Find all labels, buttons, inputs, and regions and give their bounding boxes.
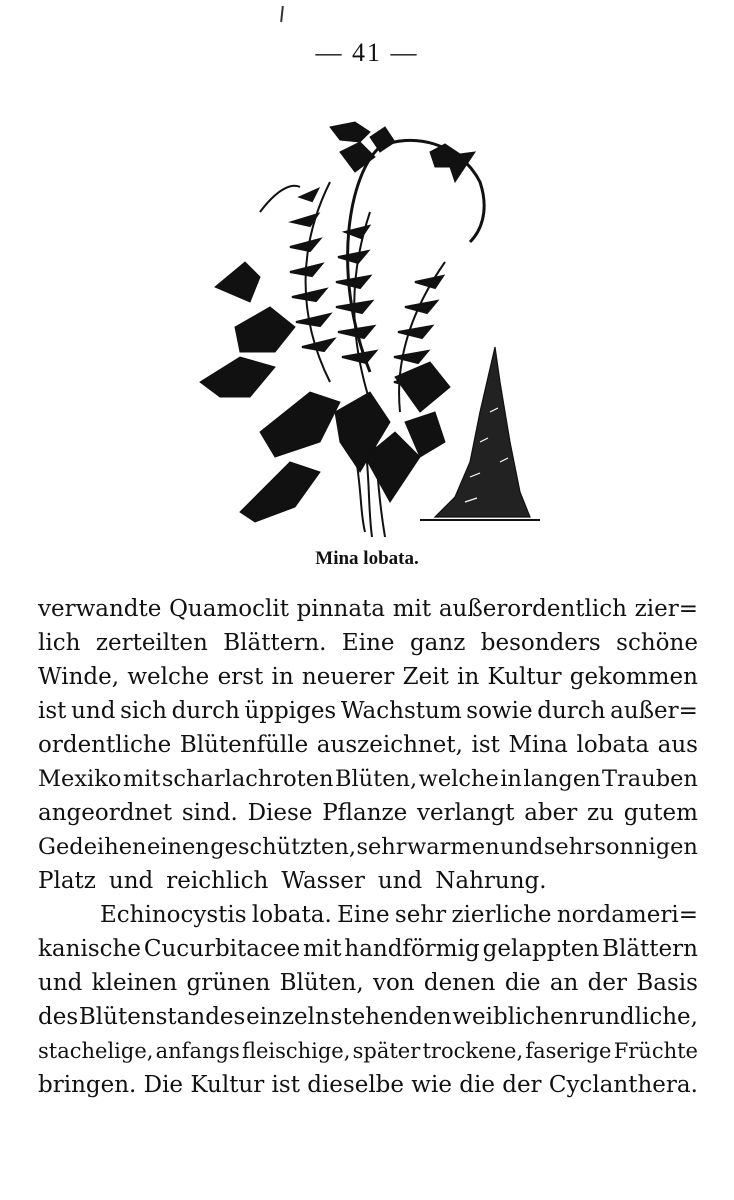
word: der xyxy=(587,970,628,996)
word: zier= xyxy=(634,596,698,622)
word: verlangt xyxy=(417,800,515,826)
text-line xyxy=(38,1034,698,1068)
text-line xyxy=(38,796,698,830)
word: Früchte xyxy=(613,1039,698,1063)
word: später xyxy=(352,1039,421,1063)
word: Wasser xyxy=(281,868,365,894)
word: ist xyxy=(271,1072,300,1098)
word: langen xyxy=(523,766,601,792)
word: sehr xyxy=(543,834,594,860)
word: stachelige, xyxy=(38,1039,154,1063)
word: sind. xyxy=(181,800,238,826)
word: Eine xyxy=(341,630,395,656)
word: und xyxy=(71,698,116,724)
word: Blüten, xyxy=(334,766,418,792)
word: und xyxy=(38,970,83,996)
word: Trauben xyxy=(602,766,698,792)
word: Basis xyxy=(636,970,698,996)
text-line xyxy=(38,1000,698,1034)
word: pinnata xyxy=(296,596,386,622)
word: mit xyxy=(122,766,161,792)
text-line xyxy=(38,932,698,966)
word: Kultur xyxy=(190,1072,265,1098)
word: lobata. xyxy=(251,902,332,928)
word: durch xyxy=(537,698,606,724)
word: geschützten, xyxy=(210,834,356,860)
word: Nahrung. xyxy=(435,868,547,894)
word: denen xyxy=(423,970,496,996)
text-line xyxy=(38,864,698,898)
word: Winde, xyxy=(38,664,120,690)
word: an xyxy=(549,970,579,996)
text-line xyxy=(38,694,698,728)
word: einzeln xyxy=(246,1004,330,1030)
word: Cucurbitacee xyxy=(143,936,301,962)
word: und xyxy=(500,834,544,860)
word: welche xyxy=(418,766,499,792)
word: anfangs xyxy=(155,1039,240,1063)
word: lich xyxy=(38,630,81,656)
word: zerteilten xyxy=(95,630,208,656)
word: stehenden xyxy=(330,1004,452,1030)
word: in xyxy=(271,664,294,690)
word: scharlachroten xyxy=(161,766,334,792)
word: des xyxy=(38,1004,79,1030)
word: Mina xyxy=(508,732,568,758)
text-line xyxy=(38,830,698,864)
word: aus xyxy=(657,732,698,758)
word: aber xyxy=(524,800,578,826)
word: Wachstum xyxy=(340,698,462,724)
word: angeordnet xyxy=(38,800,173,826)
word: fleischige, xyxy=(241,1039,351,1063)
word: faserige xyxy=(525,1039,612,1063)
word: Diese xyxy=(247,800,313,826)
word: der xyxy=(502,1072,542,1098)
word: Kultur xyxy=(487,664,562,690)
word: welche xyxy=(127,664,210,690)
word: reichlich xyxy=(166,868,269,894)
word: bringen. xyxy=(38,1072,137,1098)
word: auszeichnet, xyxy=(316,732,463,758)
word: und xyxy=(377,868,423,894)
word: Blättern. xyxy=(223,630,327,656)
word: üppiges xyxy=(244,698,337,724)
word: zierliche xyxy=(451,902,552,928)
word: in xyxy=(457,664,480,690)
word: ist xyxy=(38,698,67,724)
word: trockene, xyxy=(422,1039,524,1063)
word: sowie xyxy=(466,698,533,724)
page-number: — 41 — xyxy=(315,38,419,67)
word: lobata xyxy=(576,732,650,758)
word: weiblichen xyxy=(452,1004,579,1030)
word: gelappten xyxy=(482,936,600,962)
word: mit xyxy=(303,936,342,962)
word: grünen xyxy=(186,970,271,996)
word: schöne xyxy=(616,630,698,656)
word: in xyxy=(500,766,522,792)
word: ordentliche xyxy=(38,732,172,758)
word: Zeit xyxy=(402,664,449,690)
stray-mark xyxy=(280,6,284,22)
word: sonnigen xyxy=(594,834,698,860)
word: sich xyxy=(120,698,167,724)
word: durch xyxy=(171,698,240,724)
word: warmen xyxy=(407,834,500,860)
word: außer= xyxy=(610,698,698,724)
text-line xyxy=(38,728,698,762)
word: mit xyxy=(392,596,432,622)
word: von xyxy=(372,970,415,996)
text-line xyxy=(38,592,698,626)
text-line xyxy=(38,966,698,1000)
text-line xyxy=(38,762,698,796)
word: dieselbe xyxy=(307,1072,405,1098)
word: neuerer xyxy=(301,664,395,690)
word: und xyxy=(108,868,154,894)
word: die xyxy=(504,970,541,996)
word: Pflanze xyxy=(322,800,408,826)
mina-lobata-illustration xyxy=(180,112,560,542)
word: Cyclanthera. xyxy=(548,1072,698,1098)
word: zu xyxy=(587,800,614,826)
word: sehr xyxy=(356,834,407,860)
word: Quamoclit xyxy=(169,596,289,622)
word: handförmig xyxy=(344,936,480,962)
word: verwandte xyxy=(38,596,162,622)
word: besonders xyxy=(480,630,601,656)
word: Eine xyxy=(337,902,390,928)
word: ist xyxy=(471,732,500,758)
word: ganz xyxy=(409,630,466,656)
word: kanische xyxy=(38,936,141,962)
text-line xyxy=(38,898,698,932)
word: gutem xyxy=(623,800,698,826)
text-line xyxy=(38,1068,698,1102)
figure-caption: Mina lobata. xyxy=(315,548,419,569)
word: wie xyxy=(411,1072,452,1098)
word: erst xyxy=(217,664,264,690)
word: Echinocystis xyxy=(100,902,247,928)
body-text xyxy=(38,592,698,1102)
word: Blättern xyxy=(602,936,698,962)
word: Blütenstandes xyxy=(78,1004,246,1030)
word: Gedeihen xyxy=(38,834,147,860)
word: einen xyxy=(146,834,210,860)
word: Blüten, xyxy=(279,970,364,996)
text-line xyxy=(38,660,698,694)
word: rundliche, xyxy=(579,1004,698,1030)
word: Platz xyxy=(38,868,96,894)
word: Mexiko xyxy=(38,766,122,792)
word: Die xyxy=(143,1072,184,1098)
word: die xyxy=(459,1072,495,1098)
word: nordameri= xyxy=(556,902,698,928)
word: kleinen xyxy=(91,970,178,996)
word: sehr xyxy=(394,902,447,928)
word: Blütenfülle xyxy=(179,732,309,758)
word: gekommen xyxy=(569,664,698,690)
text-line xyxy=(38,626,698,660)
word: außerordentlich xyxy=(438,596,627,622)
